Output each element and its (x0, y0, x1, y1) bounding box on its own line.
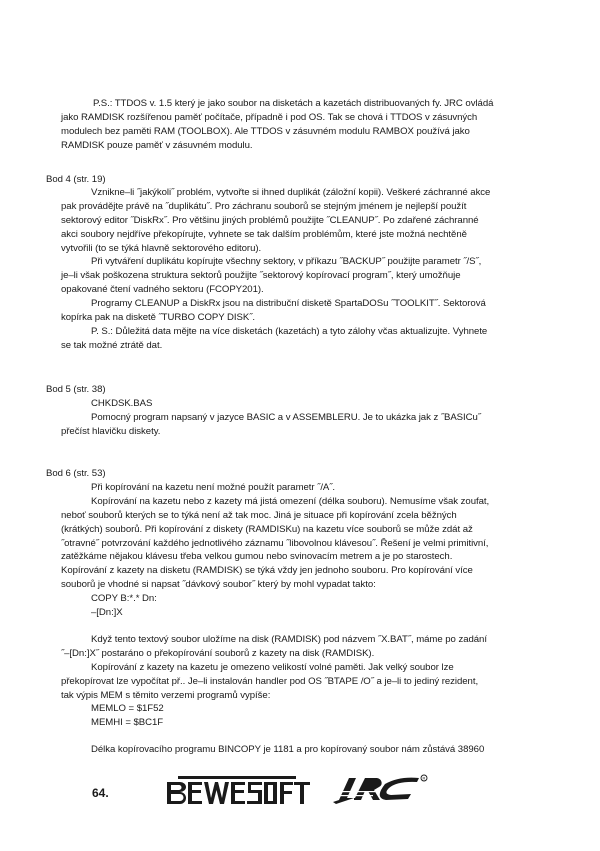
text-line: se tak možné ztrátě dat. (61, 340, 163, 351)
code-line: MEMHI = $BC1F (91, 717, 164, 728)
text-line: (krátkých) souborů. Při kopírování z diskety (RAMDISKu) na kazetu více souborů se může zdát až (61, 524, 473, 535)
text-line: neboť souborů kterých se to týká není až tak moc. Jiná je situace při kopírování zcela běžných (61, 510, 457, 521)
page-number: 64. (92, 786, 109, 800)
text-line: kopírka pak na disketě ˝TURBO COPY DISK˝. (61, 312, 255, 323)
text-line: Délka kopírovacího programu BINCOPY je 1181 a pro kopírovaný soubor nám zůstává 38960 (91, 744, 485, 755)
svg-text:R: R (422, 775, 426, 781)
text-line: modulech bez paměti RAM (TOOLBOX). Ale TTDOS v zásuvném modulu RAMBOX používá jako (61, 126, 470, 137)
text-line: sektorový editor ˝DiskRx˝. Pro většinu jiných problémů použijte ˝CLEANUP˝. Po zdařené záchranné (61, 215, 479, 226)
text-line: přečíst hlavičku diskety. (61, 426, 161, 437)
text-line: jako RAMDISK rozšířenou paměť počítače, případně i pod OS. Tak se chová i TTDOS v zásuvných (61, 112, 478, 123)
text-line: Kopírování z kazety na disketu (RAMDISK) se týká vždy jen jednoho souboru. Pro kopírování více (61, 565, 473, 576)
text-line: akci soubory nejdříve překopírujte, vyhnete se tak dalším problémům, které jste možná nechtěně (61, 229, 467, 240)
text-line: vytvořili (to se týká hlavně sektorového editoru). (61, 243, 262, 254)
text-line: ˝–[Dn:]X˝ postaráno o překopírování souborů z kazety na disk (RAMDISK). (61, 648, 375, 659)
code-line: –[Dn:]X (91, 607, 123, 618)
section-heading: Bod 4 (str. 19) (46, 174, 106, 185)
text-line: tak výpis MEM s těmito verzemi programů vypíše: (61, 690, 271, 701)
text-line: RAMDISK pouze paměť v zásuvném modulu. (61, 140, 253, 151)
text-line: Pomocný program napsaný v jazyce BASIC a v ASSEMBLERU. Je to ukázka jak z ˝BASICu˝ (91, 412, 481, 423)
section-heading: Bod 6 (str. 53) (46, 468, 106, 479)
code-line: MEMLO = $1F52 (91, 703, 164, 714)
text-line: Když tento textový soubor uložíme na disk (RAMDISK) pod názvem ˝X.BAT˝, máme po zadání (91, 634, 487, 645)
bewesoft-logo (164, 774, 314, 811)
text-line: ˝otravné˝ potvrzování každého jednotlivého záznamu ˝libovolnou klávesou˝. Řešení je velmi primitivní, (61, 538, 489, 549)
text-line: překopírovat lze vypočítat př.. Je–li instalován handler pod OS ˝BTAPE /O˝ a je–li to jediný rezident, (61, 676, 479, 687)
text-line: Kopírování z kazety na kazetu je omezeno velikostí volné paměti. Jak velký soubor lze (91, 662, 454, 673)
text-line: je–li však poškozena struktura sektorů použijte ˝sektorový kopírovací program˝, který umožňuje (61, 270, 461, 281)
text-line: P.S.: TTDOS v. 1.5 který je jako soubor na disketách a kazetách distribuovaných fy. JRC ovládá (93, 98, 494, 109)
text-line: Při kopírování na kazetu není možné použít parametr ˝/A˝. (91, 482, 336, 493)
section-heading: Bod 5 (str. 38) (46, 384, 106, 395)
text-line: Programy CLEANUP a DiskRx jsou na distribuční disketě SpartaDOSu ˝TOOLKIT˝. Sektorová (91, 298, 486, 309)
text-line: Vznikne–li ˝jakýkoli˝ problém, vytvořte si ihned duplikát (záložní kopii). Veškeré záchranné akce (91, 187, 491, 198)
text-line: P. S.: Důležitá data mějte na více disketách (kazetách) a tyto zálohy včas aktualizujte. Vyhnete (91, 326, 488, 337)
text-line: souborů je vhodné si napsat ˝dávkový soubor˝ který by mohl vypadat takto: (61, 579, 376, 590)
text-line: CHKDSK.BAS (91, 398, 153, 409)
text-line: zatěžkáme nějakou klávesu třeba velkou gumou nebo svinovacím metrem a je po starostech. (61, 551, 453, 562)
text-line: Při vytváření duplikátu kopírujte všechny sektory, v příkazu ˝BACKUP˝ použijte parametr ˝/S˝, (91, 256, 482, 267)
text-line: Kopírování na kazetu nebo z kazety má jistá omezení (délka souboru). Nemusíme však zoufat, (91, 496, 490, 507)
text-line: opakované čtení vadného sektoru (FCOPY201). (61, 284, 264, 295)
jrc-logo (329, 774, 429, 811)
code-line: COPY B:*.* Dn: (91, 593, 157, 604)
text-line: pak provádějte právě na ˝duplikátu˝. Pro záchranu souborů se stejným jménem je nejlepší použít (61, 201, 467, 212)
